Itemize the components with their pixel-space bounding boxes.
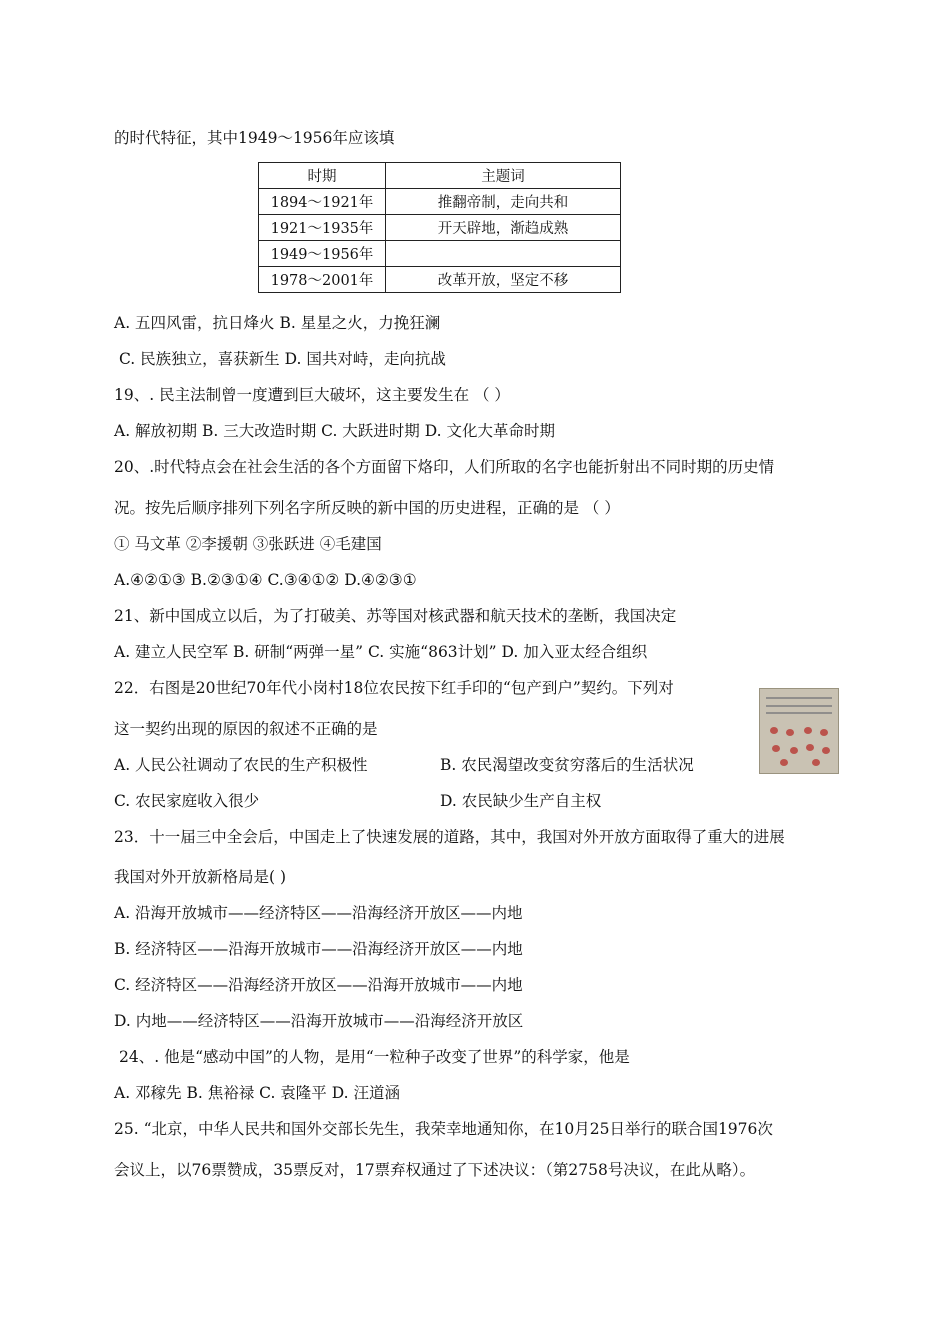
- table-row: [259, 215, 621, 241]
- q22-option-c: C. 农民家庭收入很少: [114, 792, 260, 810]
- q19-stem: 19、. 民主法制曾一度遭到巨大破坏，这主要发生在 （ ）: [114, 386, 510, 404]
- theme-cell: 开天辟地，渐趋成熟: [386, 215, 621, 241]
- q21-stem: 21、新中国成立以后，为了打破美、苏等国对核武器和航天技术的垄断，我国决定: [114, 607, 677, 625]
- q25-line-2: 会议上，以76票赞成，35票反对，17票弃权通过了下述决议：（第2758号决议，在此从略）。: [114, 1161, 756, 1179]
- theme-cell: 推翻帝制，走向共和: [386, 189, 621, 215]
- period-cell: 1949～1956年: [259, 241, 386, 267]
- table-row: [259, 189, 621, 215]
- table-row: [259, 267, 621, 293]
- q20-stem-1: 20、.时代特点会在社会生活的各个方面留下烙印，人们所取的名字也能折射出不同时期的历史情: [114, 458, 775, 476]
- q23-option-b: B. 经济特区——沿海开放城市——沿海经济开放区——内地: [114, 940, 523, 958]
- table-row: [259, 241, 621, 267]
- q22-option-b: B. 农民渴望改变贫穷落后的生活状况: [440, 756, 694, 774]
- period-cell: 1921～1935年: [259, 215, 386, 241]
- q23-stem-1: 23．十一届三中全会后，中国走上了快速发展的道路，其中，我国对外开放方面取得了重大的进展: [114, 828, 785, 846]
- q21-options: A. 建立人民空军 B. 研制“两弹一星” C. 实施“863计划” D. 加入亚太经合组织: [114, 643, 648, 661]
- theme-cell: [386, 241, 621, 267]
- theme-cell: 改革开放，坚定不移: [386, 267, 621, 293]
- q23-option-c: C. 经济特区——沿海经济开放区——沿海开放城市——内地: [114, 976, 523, 994]
- q22-option-a: A. 人民公社调动了农民的生产积极性: [114, 756, 368, 774]
- q20-options: A.④②①③ B.②③①④ C.③④①② D.④②③①: [114, 571, 417, 589]
- q22-stem-1: 22．右图是20世纪70年代小岗村18位农民按下红手印的“包产到户”契约。下列对: [114, 679, 674, 697]
- intro-text: 的时代特征，其中1949～1956年应该填: [114, 129, 395, 147]
- q18-options-cd: C. 民族独立，喜获新生 D. 国共对峙，走向抗战: [119, 350, 446, 368]
- header-period: 时期: [259, 163, 386, 189]
- contract-photo: [759, 688, 839, 774]
- q19-options: A. 解放初期 B. 三大改造时期 C. 大跃进时期 D. 文化大革命时期: [114, 422, 555, 440]
- q24-options: A. 邓稼先 B. 焦裕禄 C. 袁隆平 D. 汪道涵: [114, 1084, 400, 1102]
- q25-line-1: 25. “北京，中华人民共和国外交部长先生，我荣幸地通知你，在10月25日举行的联合国1976次: [114, 1120, 773, 1138]
- table-header-row: [259, 163, 621, 189]
- q22-stem-2: 这一契约出现的原因的叙述不正确的是: [114, 720, 378, 738]
- header-theme: 主题词: [386, 163, 621, 189]
- period-cell: 1894～1921年: [259, 189, 386, 215]
- q24-stem: 24、. 他是“感动中国”的人物，是用“一粒种子改变了世界”的科学家，他是: [119, 1048, 630, 1066]
- q20-names: ① 马文革 ②李援朝 ③张跃进 ④毛建国: [114, 535, 382, 553]
- period-cell: 1978～2001年: [259, 267, 386, 293]
- q23-option-a: A. 沿海开放城市——经济特区——沿海经济开放区——内地: [114, 904, 523, 922]
- q23-option-d: D. 内地——经济特区——沿海开放城市——沿海经济开放区: [114, 1012, 524, 1030]
- q23-stem-2: 我国对外开放新格局是( ): [114, 868, 287, 886]
- q20-stem-2: 况。按先后顺序排列下列名字所反映的新中国的历史进程，正确的是 （ ）: [114, 499, 620, 517]
- period-table: [258, 162, 621, 293]
- q18-options-ab: A. 五四风雷，抗日烽火 B. 星星之火，力挽狂澜: [114, 314, 441, 332]
- q22-option-d: D. 农民缺少生产自主权: [440, 792, 602, 810]
